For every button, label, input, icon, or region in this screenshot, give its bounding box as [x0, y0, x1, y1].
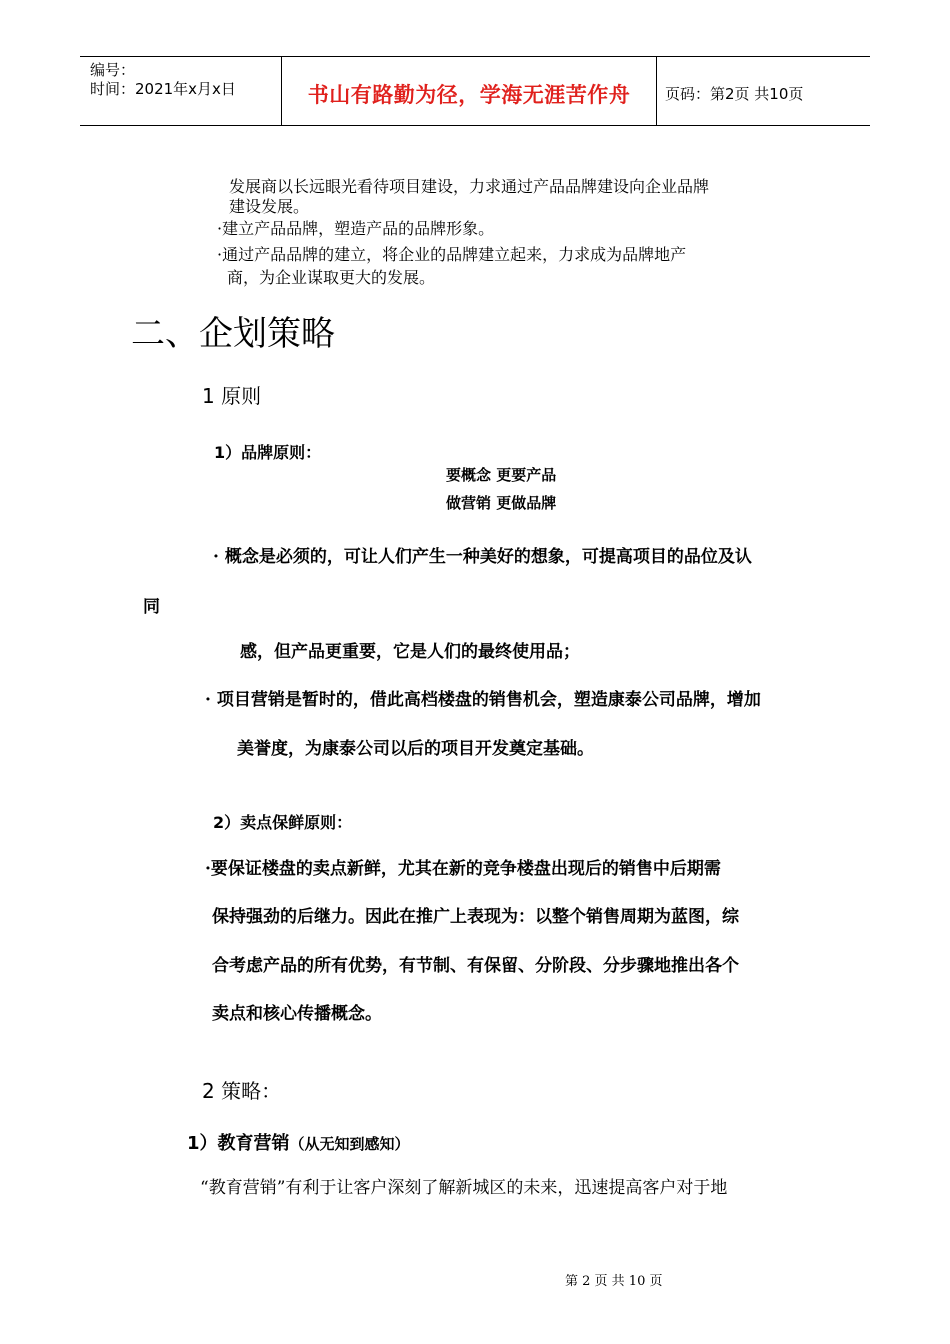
- subsection-strategy: 2 策略：: [202, 1079, 282, 1103]
- intro-bullet-1: ·建立产品品牌，塑造产品的品牌形象。: [217, 219, 495, 238]
- slogan-line-2: 做营销 更做品牌: [446, 494, 557, 512]
- subsection-principles: 1 原则: [202, 384, 262, 408]
- document-time-label: 时间：2021年x月x日: [90, 80, 236, 98]
- education-marketing-heading: [187, 1129, 410, 1155]
- intro-line-2: 建设发展。: [229, 197, 310, 216]
- document-number-label: 编号：: [90, 61, 136, 79]
- section-heading: 二、企划策略: [131, 314, 335, 354]
- page-info: 页码：第2页 共10页: [665, 85, 804, 103]
- brand-principle-title: 1）品牌原则：: [214, 443, 322, 462]
- motto-cell: [281, 57, 657, 125]
- concept-paragraph-line-3: 感，但产品更重要，它是人们的最终使用品；: [240, 642, 580, 662]
- intro-bullet-2-line-1: ·通过产品品牌的建立，将企业的品牌建立起来，力求成为品牌地产: [217, 245, 687, 264]
- intro-line-1: 发展商以长远眼光看待项目建设，力求通过产品品牌建设向企业品牌: [229, 177, 710, 196]
- marketing-paragraph-line-2: 美誉度，为康泰公司以后的项目开发奠定基础。: [237, 739, 594, 759]
- page-footer: 第 2 页 共 10 页: [565, 1274, 663, 1289]
- freshness-principle-title: 2）卖点保鲜原则：: [213, 813, 353, 832]
- marketing-paragraph-line-1: · 项目营销是暂时的，借此高档楼盘的销售机会，塑造康泰公司品牌，增加: [205, 690, 761, 710]
- concept-paragraph-line-2: 同: [143, 597, 160, 617]
- freshness-paragraph-line-4: 卖点和核心传播概念。: [212, 1004, 382, 1024]
- freshness-paragraph-line-2: 保持强劲的后继力。因此在推广上表现为：以整个销售周期为蓝图，综: [212, 907, 739, 927]
- slogan-line-1: 要概念 更要产品: [446, 466, 557, 484]
- education-paragraph-line-1: “教育营销”有利于让客户深刻了解新城区的未来，迅速提高客户对于地: [200, 1178, 728, 1198]
- intro-bullet-2-line-2: 商，为企业谋取更大的发展。: [227, 268, 436, 287]
- freshness-paragraph-line-3: 合考虑产品的所有优势，有节制、有保留、分阶段、分步骤地推出各个: [212, 956, 739, 976]
- education-marketing-note: （从无知到感知）: [289, 1135, 410, 1153]
- motto-text: 书山有路勤为径，学海无涯苦作舟: [307, 82, 631, 107]
- freshness-paragraph-line-1: ·要保证楼盘的卖点新鲜，尤其在新的竞争楼盘出现后的销售中后期需: [205, 859, 721, 879]
- education-marketing-title: 1）教育营销: [187, 1133, 290, 1154]
- concept-paragraph-line-1: · 概念是必须的，可让人们产生一种美好的想象，可提高项目的品位及认: [213, 547, 752, 567]
- page-header: [80, 56, 870, 126]
